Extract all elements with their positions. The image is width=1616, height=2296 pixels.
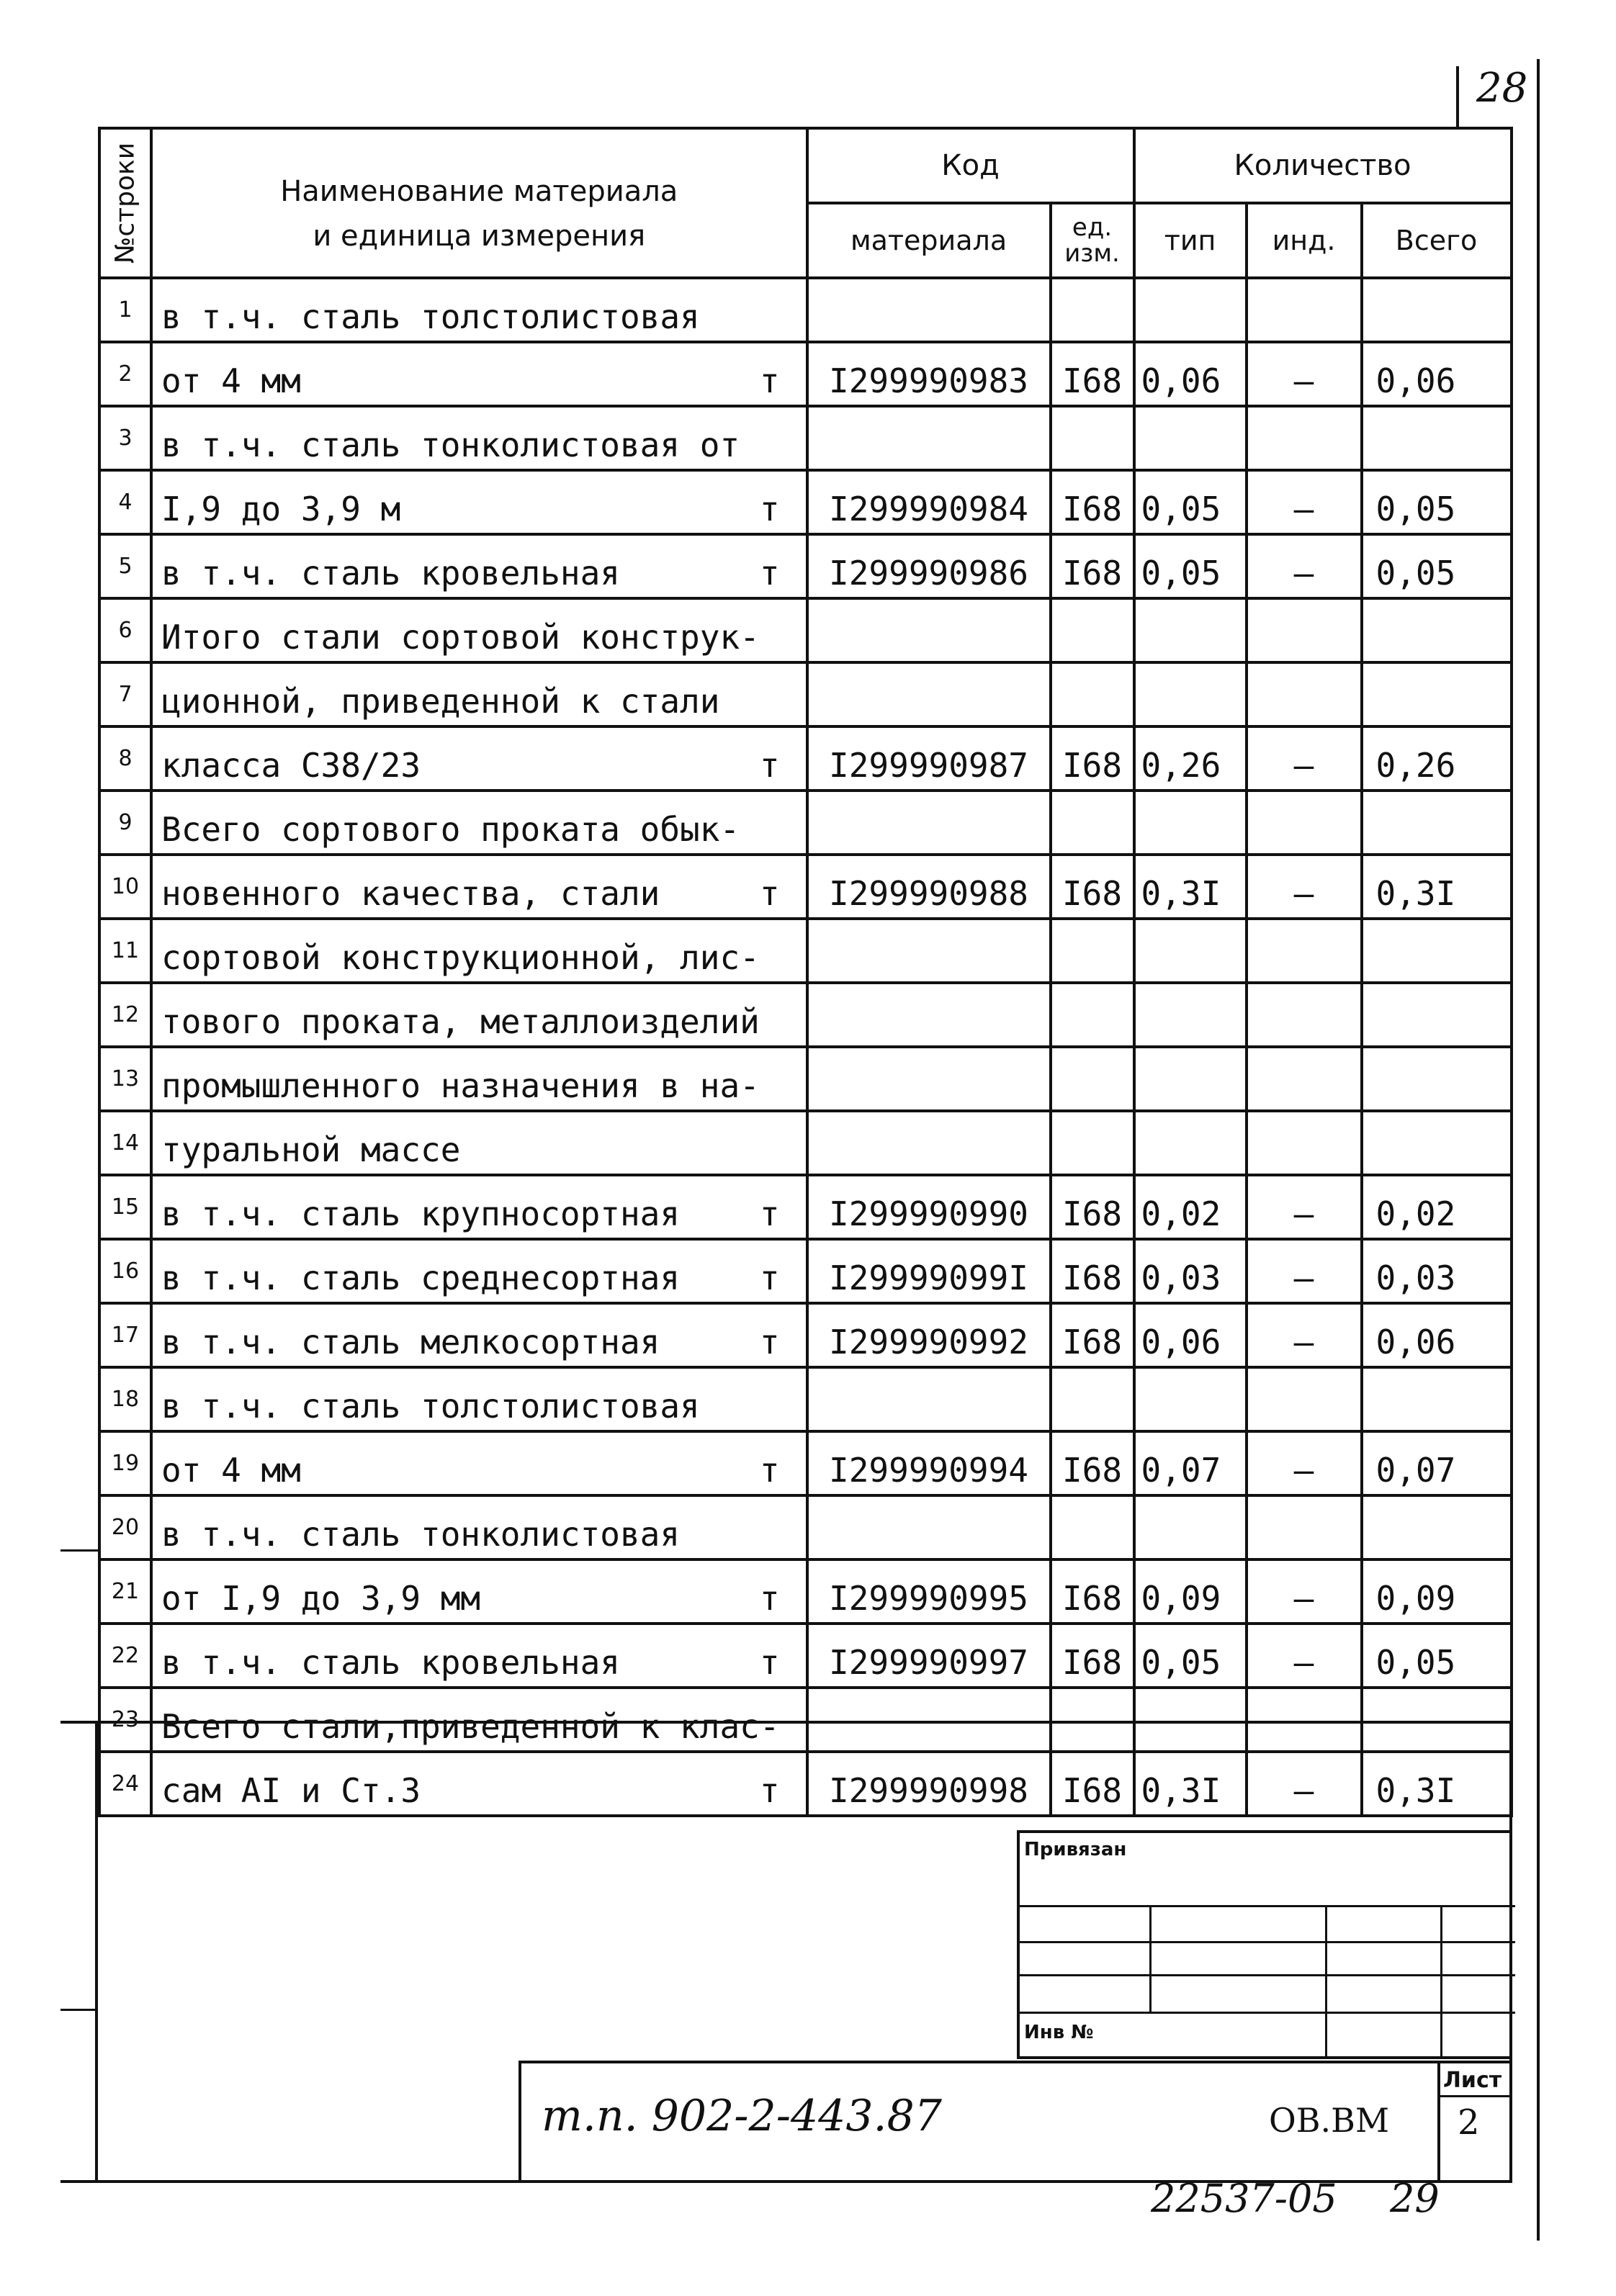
table-row [99,791,1512,855]
qty-total: 0,06 [1362,342,1512,406]
unit-code [1051,1495,1134,1559]
material-name-cell [151,855,807,919]
qty-ind [1247,1047,1362,1111]
unit-code [1051,1367,1134,1431]
qty-ind: – [1247,470,1362,534]
material-name-cell [151,1752,807,1816]
material-name-cell [151,919,807,983]
qty-ind: – [1247,1559,1362,1624]
table-row [99,726,1512,791]
table-row [99,1624,1512,1688]
qty-total [1362,1047,1512,1111]
stamp-privyazan-label: Привязан [1024,1839,1127,1860]
material-code [807,1688,1051,1752]
qty-type: 0,02 [1134,1175,1247,1239]
material-name: в т.ч. сталь толстолистовая [161,1387,700,1426]
material-code: I299990995 [807,1559,1051,1624]
row-number: 13 [99,1047,151,1111]
material-unit-letter: т [759,1259,780,1297]
qty-ind [1247,662,1362,726]
table-row [99,1431,1512,1495]
unit-code [1051,919,1134,983]
row-number: 8 [99,726,151,791]
title-block-left [519,2061,521,2180]
material-code [807,1111,1051,1175]
material-unit-letter: т [759,1771,780,1810]
qty-total: 0,09 [1362,1559,1512,1624]
material-name: Всего сортового проката обык- [161,810,740,849]
row-number: 3 [99,406,151,470]
unit-code [1051,662,1134,726]
material-name-cell [151,534,807,598]
page-number-box-left [1456,66,1459,130]
qty-ind: – [1247,1624,1362,1688]
row-number: 11 [99,919,151,983]
row-number: 14 [99,1111,151,1175]
stamp-vline-2 [1325,1905,1327,2059]
qty-type: 0,06 [1134,342,1247,406]
row-number: 22 [99,1624,151,1688]
material-code: I299990987 [807,726,1051,791]
qty-type: 0,09 [1134,1559,1247,1624]
material-name: в т.ч. сталь кровельная [161,1643,620,1682]
row-number: 10 [99,855,151,919]
material-code [807,406,1051,470]
row-number: 23 [99,1688,151,1752]
stamp-privyazan-block [1017,1830,1512,2059]
title-block-sheet-divider [1437,2061,1440,2180]
material-unit-letter: т [759,1194,780,1233]
unit-code: I68 [1051,1175,1134,1239]
material-code [807,278,1051,342]
table-row [99,1559,1512,1624]
project-code: т.п. 902-2-443.87 [542,2091,942,2141]
qty-total [1362,983,1512,1047]
material-name-cell [151,983,807,1047]
unit-code: I68 [1051,534,1134,598]
table-row [99,470,1512,534]
material-code: I299990994 [807,1431,1051,1495]
table-row [99,1047,1512,1111]
qty-type [1134,1367,1247,1431]
material-unit-letter: т [759,1451,780,1490]
bottom-page-number: 29 [1390,2176,1440,2221]
material-name-cell [151,1047,807,1111]
qty-type [1134,1111,1247,1175]
header-qty-total: Всего [1362,203,1512,278]
qty-total: 0,05 [1362,470,1512,534]
table-bottom-line [60,1721,1511,1724]
unit-code: I68 [1051,470,1134,534]
material-unit-letter: т [759,1643,780,1682]
unit-code: I68 [1051,726,1134,791]
table-row [99,1175,1512,1239]
header-material-name: Наименование материала и единица измерения [151,128,807,278]
qty-ind [1247,406,1362,470]
material-code: I299990988 [807,855,1051,919]
material-code: I299990983 [807,342,1051,406]
material-code [807,598,1051,662]
qty-total [1362,1111,1512,1175]
unit-code [1051,1111,1134,1175]
material-code: I299990998 [807,1752,1051,1816]
row-number: 17 [99,1303,151,1367]
material-name-cell [151,1559,807,1624]
material-name-cell [151,1495,807,1559]
qty-total [1362,598,1512,662]
unit-code [1051,983,1134,1047]
qty-ind: – [1247,1431,1362,1495]
unit-code: I68 [1051,1239,1134,1303]
qty-total [1362,662,1512,726]
qty-type: 0,05 [1134,470,1247,534]
qty-type [1134,278,1247,342]
header-unit: ед. изм. [1051,203,1134,278]
material-name-cell [151,1239,807,1303]
unit-code: I68 [1051,1303,1134,1367]
qty-ind: – [1247,855,1362,919]
stamp-vline-1 [1149,1905,1152,2012]
material-unit-letter: т [759,490,780,528]
qty-total [1362,1367,1512,1431]
sheet-label-line [1437,2095,1512,2097]
header-code-group: Код [807,128,1134,203]
unit-code [1051,1688,1134,1752]
margin-tick-2 [60,2009,98,2011]
material-name: в т.ч. сталь толстолистовая [161,297,700,336]
material-name: сортовой конструкционной, лис- [161,938,760,977]
qty-type: 0,3I [1134,1752,1247,1816]
material-unit-letter: т [759,361,780,400]
qty-type: 0,26 [1134,726,1247,791]
material-name: сам АI и Ст.3 [161,1771,421,1810]
material-name: в т.ч. сталь мелкосортная [161,1323,660,1361]
qty-type [1134,1688,1247,1752]
page-number: 28 [1476,65,1528,112]
table-row [99,278,1512,342]
qty-ind: – [1247,1175,1362,1239]
material-code: I299990986 [807,534,1051,598]
material-name-cell [151,1175,807,1239]
table-row [99,534,1512,598]
margin-tick-1 [60,1549,98,1552]
material-name-cell [151,726,807,791]
qty-total: 0,07 [1362,1431,1512,1495]
qty-type [1134,1495,1247,1559]
stamp-vline-3 [1440,1905,1442,2059]
row-number: 2 [99,342,151,406]
material-code [807,1495,1051,1559]
material-unit-letter: т [759,1579,780,1618]
qty-ind: – [1247,534,1362,598]
table-row [99,1367,1512,1431]
material-name: тового проката, металлоизделий [161,1002,760,1041]
material-name: от I,9 до 3,9 мм [161,1579,481,1618]
material-name: в т.ч. сталь тонколистовая от [161,426,740,464]
material-name-cell [151,1111,807,1175]
page-number-box-right [1537,59,1540,2241]
unit-code: I68 [1051,1559,1134,1624]
material-name-cell [151,1688,807,1752]
qty-ind [1247,1367,1362,1431]
qty-type [1134,919,1247,983]
row-number: 18 [99,1367,151,1431]
qty-type [1134,1047,1247,1111]
row-number: 24 [99,1752,151,1816]
row-number: 4 [99,470,151,534]
material-name-cell [151,470,807,534]
table-row [99,983,1512,1047]
qty-ind: – [1247,342,1362,406]
header-code-material: материала [807,203,1051,278]
material-name-cell [151,1303,807,1367]
material-name: туральной массе [161,1130,461,1169]
row-number: 6 [99,598,151,662]
bottom-inventory-code: 22537-05 [1151,2176,1337,2221]
qty-type [1134,662,1247,726]
qty-type: 0,3I [1134,855,1247,919]
qty-total [1362,919,1512,983]
row-number: 1 [99,278,151,342]
qty-total: 0,26 [1362,726,1512,791]
material-name: промышленного назначения в на- [161,1066,760,1105]
row-number: 12 [99,983,151,1047]
qty-ind [1247,1688,1362,1752]
qty-total: 0,3I [1362,1752,1512,1816]
material-name: Итого стали сортовой конструк- [161,618,760,657]
unit-code [1051,791,1134,855]
qty-ind [1247,919,1362,983]
material-name: от 4 мм [161,1451,301,1490]
material-name-cell [151,406,807,470]
material-name: в т.ч. сталь кровельная [161,554,620,593]
material-code: I29999099I [807,1239,1051,1303]
qty-total [1362,1495,1512,1559]
qty-total [1362,791,1512,855]
unit-code: I68 [1051,855,1134,919]
material-name: новенного качества, стали [161,874,660,913]
material-code: I299990992 [807,1303,1051,1367]
material-unit-letter: т [759,746,780,785]
header-qty-ind: инд. [1247,203,1362,278]
unit-code [1051,598,1134,662]
qty-type [1134,791,1247,855]
row-number: 9 [99,791,151,855]
material-name-cell [151,662,807,726]
material-code: I299990997 [807,1624,1051,1688]
table-row [99,662,1512,726]
material-code: I299990984 [807,470,1051,534]
stamp-inv-label: Инв № [1024,2022,1094,2043]
materials-table [98,127,1513,1817]
qty-type: 0,03 [1134,1239,1247,1303]
material-name: ционной, приведенной к стали [161,682,720,721]
unit-code: I68 [1051,342,1134,406]
qty-ind [1247,1111,1362,1175]
material-name: от 4 мм [161,361,301,400]
material-code: I299990990 [807,1175,1051,1239]
qty-type: 0,05 [1134,534,1247,598]
row-number: 16 [99,1239,151,1303]
qty-ind [1247,983,1362,1047]
material-name-cell [151,342,807,406]
table-row [99,1495,1512,1559]
qty-type: 0,07 [1134,1431,1247,1495]
qty-total [1362,1688,1512,1752]
unit-code [1051,278,1134,342]
material-code [807,983,1051,1047]
qty-ind: – [1247,1303,1362,1367]
material-code [807,919,1051,983]
material-name: в т.ч. сталь крупносортная [161,1194,681,1233]
material-code [807,1367,1051,1431]
qty-type: 0,05 [1134,1624,1247,1688]
table-row [99,1303,1512,1367]
material-name-cell [151,1624,807,1688]
unit-code: I68 [1051,1752,1134,1816]
table-row [99,406,1512,470]
material-code [807,1047,1051,1111]
qty-ind [1247,791,1362,855]
title-block-top [519,2061,1512,2063]
qty-total [1362,278,1512,342]
table-row [99,855,1512,919]
qty-type [1134,983,1247,1047]
qty-ind: – [1247,1752,1362,1816]
row-number: 20 [99,1495,151,1559]
material-name: в т.ч. сталь тонколистовая [161,1515,681,1554]
table-row [99,342,1512,406]
material-unit-letter: т [759,1323,780,1361]
document-mark: ОВ.ВМ [1269,2101,1390,2140]
row-number: 7 [99,662,151,726]
qty-ind: – [1247,1239,1362,1303]
qty-ind: – [1247,726,1362,791]
table-row [99,598,1512,662]
qty-total: 0,03 [1362,1239,1512,1303]
qty-total: 0,05 [1362,534,1512,598]
row-number: 15 [99,1175,151,1239]
qty-total [1362,406,1512,470]
table-row [99,1239,1512,1303]
sheet-number: 2 [1458,2102,1480,2143]
qty-total: 0,3I [1362,855,1512,919]
table-row [99,1752,1512,1816]
qty-total: 0,05 [1362,1624,1512,1688]
material-name: Всего стали,приведенной к клас- [161,1707,780,1746]
unit-code [1051,406,1134,470]
qty-ind [1247,278,1362,342]
material-name-cell [151,278,807,342]
material-unit-letter: т [759,874,780,913]
qty-type: 0,06 [1134,1303,1247,1367]
header-row-number: №строки [99,128,151,278]
row-number: 19 [99,1431,151,1495]
header-quantity-group: Количество [1134,128,1512,203]
material-name: I,9 до 3,9 м [161,490,401,528]
form-left-border [95,1721,98,2182]
material-name-cell [151,1367,807,1431]
sheet-label: Лист [1443,2068,1502,2093]
qty-ind [1247,598,1362,662]
row-number: 21 [99,1559,151,1624]
qty-total: 0,06 [1362,1303,1512,1367]
unit-code: I68 [1051,1624,1134,1688]
material-code [807,791,1051,855]
material-unit-letter: т [759,554,780,593]
qty-type [1134,406,1247,470]
header-qty-type: тип [1134,203,1247,278]
qty-ind [1247,1495,1362,1559]
unit-code: I68 [1051,1431,1134,1495]
table-row [99,919,1512,983]
qty-type [1134,598,1247,662]
row-number: 5 [99,534,151,598]
qty-total: 0,02 [1362,1175,1512,1239]
material-name: класса С38/23 [161,746,421,785]
table-row [99,1111,1512,1175]
material-name-cell [151,1431,807,1495]
material-code [807,662,1051,726]
unit-code [1051,1047,1134,1111]
material-name-cell [151,791,807,855]
table-row [99,1688,1512,1752]
material-name: в т.ч. сталь среднесортная [161,1259,681,1297]
material-name-cell [151,598,807,662]
